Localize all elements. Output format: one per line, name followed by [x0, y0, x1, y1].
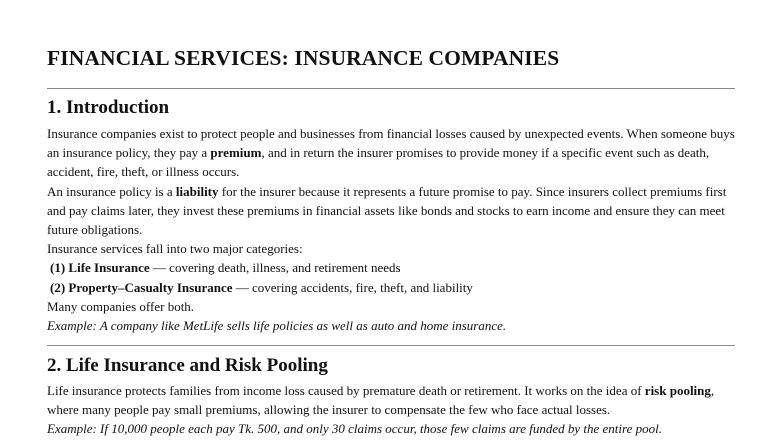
text: for the insurer because it represents a future promise to pay. Since insurers collect premiums first and pay claims later, they invest these premiums in financial assets like bonds and stocks to earn income and ensure they can meet future obligations. — [47, 183, 727, 238]
term-liability: liability — [175, 183, 219, 199]
term-risk-pooling: risk pooling — [644, 383, 711, 398]
paragraph — [47, 124, 737, 182]
categories-intro: Insurance services fall into two major categories: — [47, 241, 303, 257]
category-name: Property–Casualty Insurance — [68, 279, 233, 295]
section-body-introduction — [47, 124, 737, 335]
category-description: — covering death, illness, and retirement needs — [149, 260, 401, 276]
category-number: (2) — [50, 279, 69, 295]
section-body-life-insurance — [47, 381, 737, 439]
category-description: — covering accidents, fire, theft, and liability — [232, 279, 473, 295]
category-item — [47, 278, 737, 297]
document-title: FINANCIAL SERVICES: INSURANCE COMPANIES — [47, 46, 560, 70]
section-heading-introduction: 1. Introduction — [47, 97, 170, 118]
text: Life insurance protects families from income loss caused by premature death or retirement. It works on the idea of — [47, 383, 645, 398]
paragraph: Many companies offer both. — [47, 298, 195, 314]
text: Insurance companies exist to protect people and businesses from financial losses caused by unexpected events. When someone buys an insurance policy, they pay a — [47, 126, 735, 161]
category-item — [47, 258, 737, 277]
text: , and in return the insurer promises to provide money if a specific event such as death, accident, fire, theft, or illness occurs. — [47, 145, 710, 180]
example-text: Example: A company like MetLife sells life policies as well as auto and home insurance. — [47, 318, 507, 334]
paragraph — [47, 182, 737, 240]
term-premium: premium — [210, 145, 262, 161]
paragraph — [47, 381, 737, 419]
title-divider — [47, 88, 735, 89]
category-number: (1) — [50, 260, 69, 276]
category-name: Life Insurance — [68, 260, 150, 276]
section-divider — [47, 345, 735, 346]
text: , where many people pay small premiums, allowing the insurer to compensate the few who face actual losses. — [47, 383, 715, 418]
example-text: Example: If 10,000 people each pay Tk. 500, and only 30 claims occur, those few claims are funded by the entire pool. — [47, 421, 662, 437]
section-heading-life-insurance: 2. Life Insurance and Risk Pooling — [47, 355, 328, 376]
text: An insurance policy is a — [47, 183, 176, 199]
